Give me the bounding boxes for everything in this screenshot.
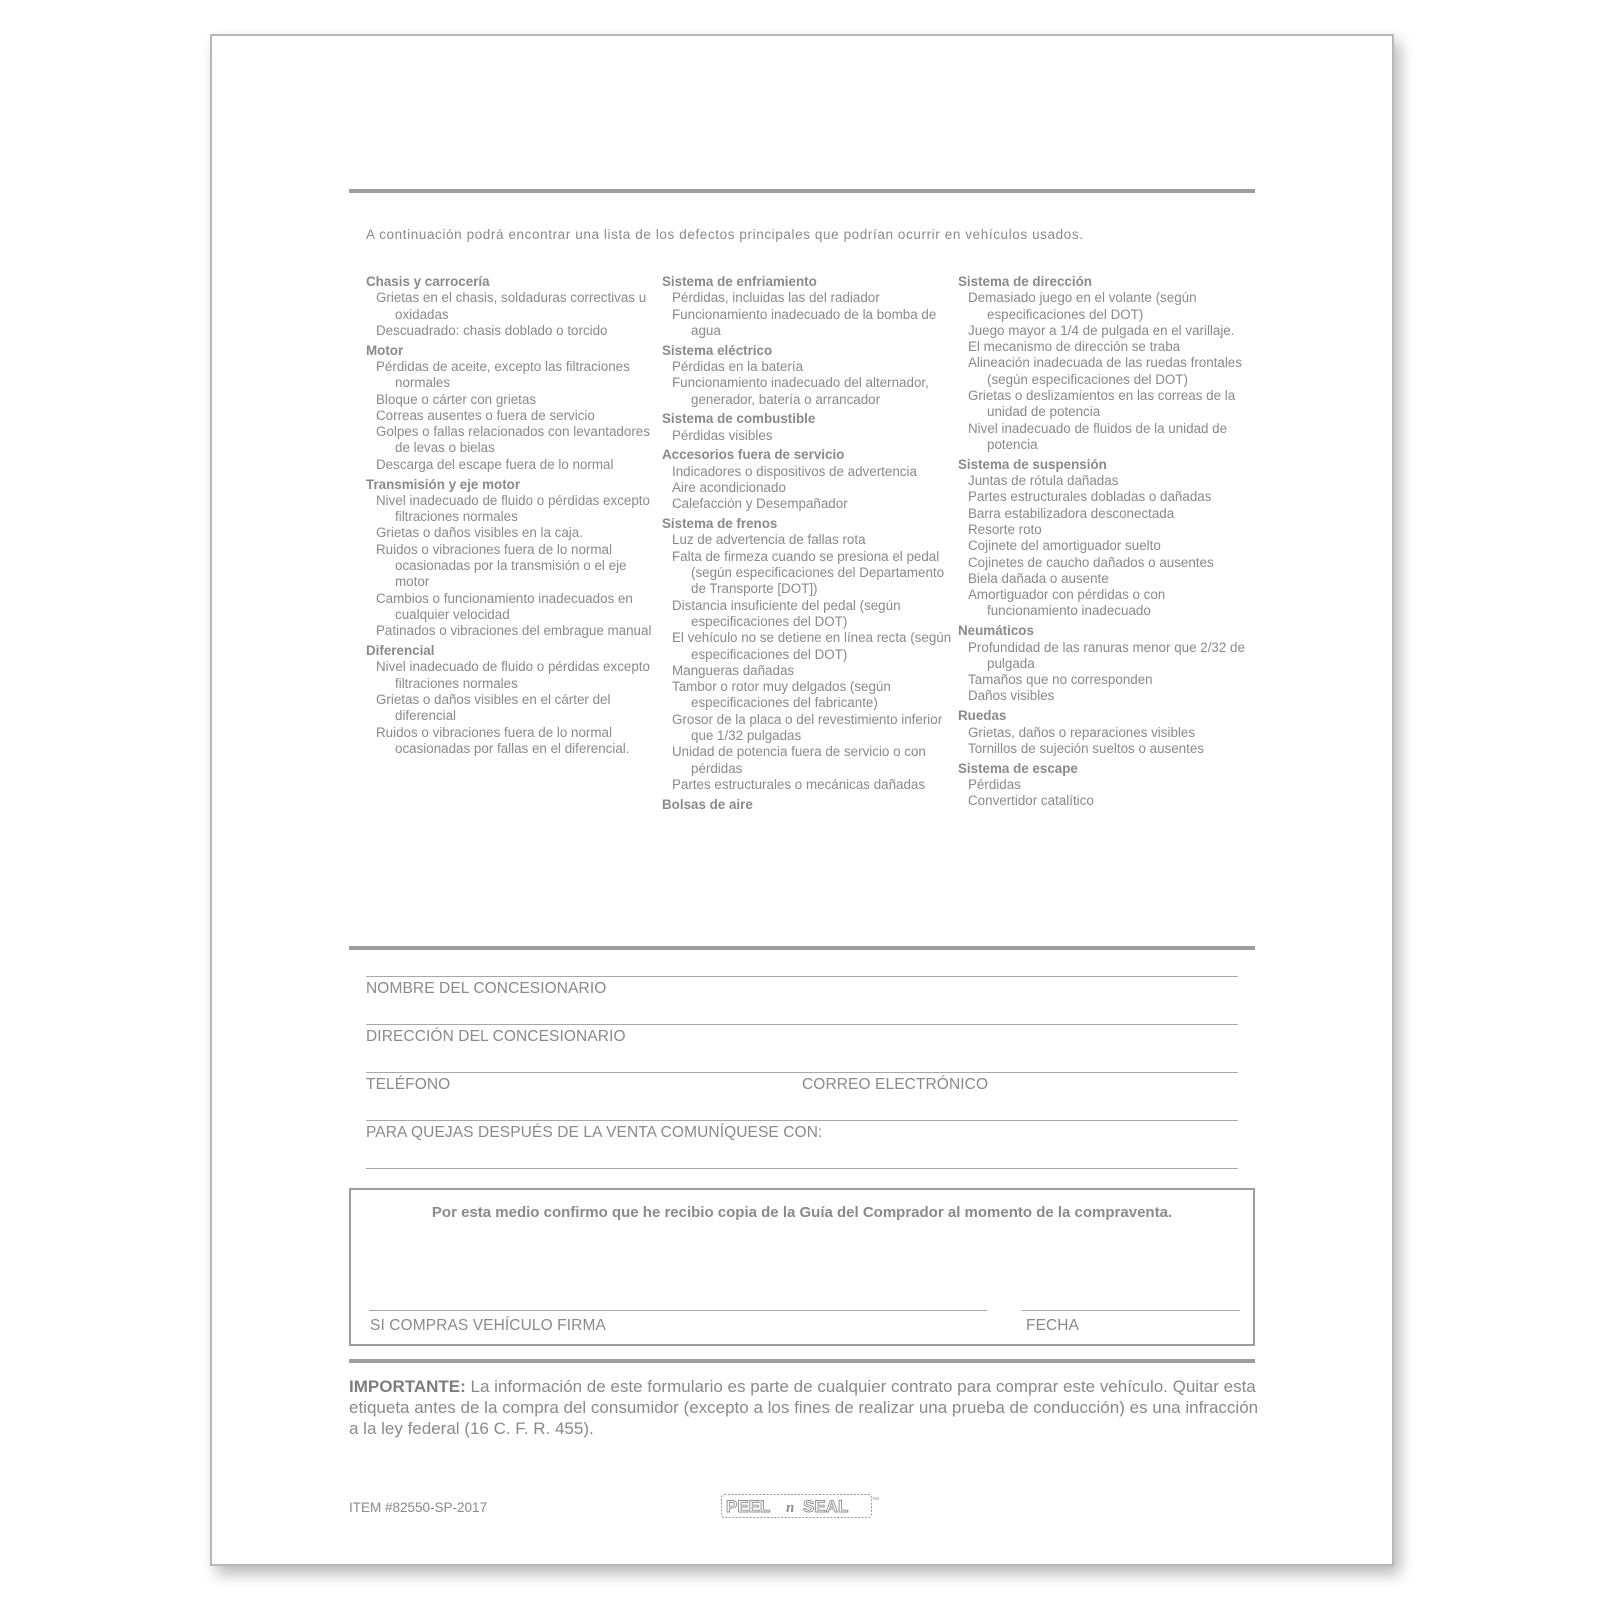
defect-group-heading: Transmisión y eje motor xyxy=(366,476,521,492)
defect-item: Profundidad de las ranuras menor que 2/32 de pulgada xyxy=(968,639,1245,671)
defect-item: Convertidor catalítico xyxy=(968,793,1094,809)
defect-group-heading: Accesorios fuera de servicio xyxy=(662,447,845,463)
defects-column-1 xyxy=(366,274,656,761)
defect-group-heading: Sistema de escape xyxy=(958,760,1078,776)
defect-item: Golpes o fallas relacionados con levantadores de levas o bielas xyxy=(376,424,650,456)
defect-group-heading: Sistema de enfriamiento xyxy=(662,274,817,289)
defect-group xyxy=(366,343,656,473)
defect-item: Bloque o cárter con grietas xyxy=(376,391,537,407)
defect-item: Biela dañada o ausente xyxy=(968,570,1109,586)
defects-column-2 xyxy=(662,274,952,817)
defect-item: Grietas en el chasis, soldaduras correctivas u oxidadas xyxy=(376,290,647,322)
defect-item: Juntas de rótula dañadas xyxy=(968,473,1119,489)
defect-item: Partes estructurales dobladas o dañadas xyxy=(968,489,1212,505)
defect-group-heading: Sistema de suspensión xyxy=(958,456,1107,472)
defect-group xyxy=(662,447,952,512)
logo-seal-text: SEAL xyxy=(803,1497,849,1516)
defect-group xyxy=(662,516,952,793)
date-label: FECHA xyxy=(1026,1317,1080,1334)
defect-group xyxy=(662,797,952,813)
defect-group xyxy=(366,274,656,339)
logo-tm-text: ™ xyxy=(872,1497,879,1504)
defect-group xyxy=(366,477,656,640)
defect-group-heading: Diferencial xyxy=(366,643,435,659)
dealer-address-label: DIRECCIÓN DEL CONCESIONARIO xyxy=(366,1028,626,1045)
defect-group xyxy=(958,457,1248,620)
defect-group-heading: Bolsas de aire xyxy=(662,796,753,812)
defect-item: Cambios o funcionamiento inadecuados en cualquier velocidad xyxy=(376,590,633,622)
complaints-label: PARA QUEJAS DESPUÉS DE LA VENTA COMUNÍQUESE CON: xyxy=(366,1124,823,1141)
important-text: La información de este formulario es parte de cualquier contrato para comprar este vehículo. Quitar esta etiqueta antes de la compra del consumidor (excepto a los fines de realizar una prueba de conducción) es una infracción a la ley federal (16 C. F. R. 455). xyxy=(349,1377,1259,1438)
defect-item: Correas ausentes o fuera de servicio xyxy=(376,407,595,423)
defect-item: Grosor de la placa o del revestimiento inferior que 1/32 pulgadas xyxy=(672,711,943,744)
defect-item: Funcionamiento inadecuado del alternador, generador, batería o arrancador xyxy=(672,375,929,407)
item-number: ITEM #82550-SP-2017 xyxy=(349,1500,488,1515)
dealer-name-label: NOMBRE DEL CONCESIONARIO xyxy=(366,980,607,997)
defect-item: Ruidos o vibraciones fuera de lo normal ocasionadas por la transmisión o el eje motor xyxy=(376,541,627,590)
defect-group xyxy=(958,274,1248,453)
defect-item: Aire acondicionado xyxy=(672,480,786,496)
defect-group xyxy=(366,643,656,757)
dealer-name-line[interactable] xyxy=(366,976,1238,977)
phone-email-line[interactable] xyxy=(366,1072,1238,1073)
defect-group xyxy=(662,343,952,408)
middle-divider xyxy=(349,946,1255,950)
defect-item: Cojinete del amortiguador suelto xyxy=(968,538,1161,554)
defect-group xyxy=(958,708,1248,757)
defect-item: Demasiado juego en el volante (según especificaciones del DOT) xyxy=(968,290,1197,322)
complaints-line[interactable] xyxy=(366,1120,1238,1121)
defect-group-heading: Neumáticos xyxy=(958,623,1034,639)
confirmation-text: Por esta medio confirmo que he recibio copia de la Guía del Comprador al momento de la compraventa. xyxy=(431,1204,1173,1221)
defect-item: Pérdidas de aceite, excepto las filtraciones normales xyxy=(376,358,630,391)
defect-group-heading: Ruedas xyxy=(958,708,1007,724)
logo-n-text: n xyxy=(786,1500,795,1516)
peel-n-seal-logo xyxy=(720,1493,884,1519)
defect-group xyxy=(662,274,952,339)
defect-item: Funcionamiento inadecuado de la bomba de agua xyxy=(672,306,937,338)
defect-item: El mecanismo de dirección se traba xyxy=(968,339,1181,355)
defect-item: Pérdidas visibles xyxy=(672,427,773,443)
defect-item: Calefacción y Desempañador xyxy=(672,496,848,512)
defect-item: Cojinetes de caucho dañados o ausentes xyxy=(968,554,1214,570)
defect-item: Patinados o vibraciones del embrague manual xyxy=(376,623,652,639)
defect-item: Daños visibles xyxy=(968,688,1055,704)
defect-item: El vehículo no se detiene en línea recta (según especificaciones del DOT) xyxy=(672,630,952,662)
defect-item: Ruidos o vibraciones fuera de lo normal ocasionadas por fallas en el diferencial. xyxy=(376,724,630,756)
defect-item: Pérdidas, incluidas las del radiador xyxy=(672,290,880,306)
defect-item: Grietas, daños o reparaciones visibles xyxy=(968,724,1196,740)
defect-item: Juego mayor a 1/4 de pulgada en el varillaje. xyxy=(968,322,1235,338)
defect-group-heading: Motor xyxy=(366,342,404,358)
defect-group-heading: Sistema de dirección xyxy=(958,274,1092,289)
intro-text: A continuación podrá encontrar una lista de los defectos principales que podrían ocurrir en vehículos usados. xyxy=(366,227,1084,242)
defect-item: Distancia insuficiente del pedal (según especificaciones del DOT) xyxy=(672,597,901,629)
defect-item: Mangueras dañadas xyxy=(672,662,795,678)
defect-item: Partes estructurales o mecánicas dañadas xyxy=(672,776,926,792)
defect-item: Nivel inadecuado de fluido o pérdidas excepto filtraciones normales xyxy=(376,659,650,691)
buyer-confirmation-box xyxy=(349,1188,1255,1346)
defect-item: Grietas o deslizamientos en las correas de la unidad de potencia xyxy=(968,388,1236,420)
defect-item: Tornillos de sujeción sueltos o ausentes xyxy=(968,740,1204,756)
dealer-address-line[interactable] xyxy=(366,1024,1238,1025)
defect-item: Falta de firmeza cuando se presiona el pedal (según especificaciones del Departamento de Transporte [DOT]) xyxy=(672,548,945,597)
defect-item: Pérdidas en la batería xyxy=(672,358,804,374)
signature-line[interactable] xyxy=(369,1310,987,1311)
defect-item: Alineación inadecuada de las ruedas frontales (según especificaciones del DOT) xyxy=(968,355,1242,387)
defect-item: Descuadrado: chasis doblado o torcido xyxy=(376,322,608,338)
defect-item: Nivel inadecuado de fluidos de la unidad de potencia xyxy=(968,420,1228,452)
defect-group-heading: Chasis y carrocería xyxy=(366,274,490,289)
defect-group-heading: Sistema de frenos xyxy=(662,516,778,532)
defect-group-heading: Sistema de combustible xyxy=(662,411,816,427)
defect-item: Descarga del escape fuera de lo normal xyxy=(376,456,614,472)
defect-group-heading: Sistema eléctrico xyxy=(662,342,773,358)
phone-label: TELÉFONO xyxy=(366,1076,451,1093)
defect-item: Unidad de potencia fuera de servicio o con pérdidas xyxy=(672,744,926,776)
top-divider xyxy=(349,189,1255,193)
defect-group xyxy=(662,411,952,444)
important-label: IMPORTANTE: xyxy=(349,1377,466,1396)
defect-item: Grietas o daños visibles en el cárter del diferencial xyxy=(376,691,611,724)
defect-item: Grietas o daños visibles en la caja. xyxy=(376,525,583,541)
defect-group xyxy=(958,761,1248,810)
defect-item: Resorte roto xyxy=(968,521,1042,537)
date-line[interactable] xyxy=(1022,1310,1240,1311)
defect-item: Tamaños que no corresponden xyxy=(968,672,1153,688)
bottom-divider xyxy=(349,1359,1255,1363)
defect-item: Amortiguador con pérdidas o con funcionamiento inadecuado xyxy=(968,587,1166,619)
email-label: CORREO ELECTRÓNICO xyxy=(802,1076,989,1093)
defect-item: Barra estabilizadora desconectada xyxy=(968,505,1175,521)
defects-column-3 xyxy=(958,274,1248,813)
defect-item: Indicadores o dispositivos de advertencia xyxy=(672,463,917,479)
defect-item: Nivel inadecuado de fluido o pérdidas excepto filtraciones normales xyxy=(376,492,650,525)
important-notice xyxy=(349,1376,1269,1439)
defect-item: Luz de advertencia de fallas rota xyxy=(672,532,866,548)
signature-label: SI COMPRAS VEHÍCULO FIRMA xyxy=(370,1317,606,1334)
defect-group xyxy=(958,623,1248,704)
logo-peel-text: PEEL xyxy=(726,1497,771,1516)
defect-item: Tambor o rotor muy delgados (según especificaciones del fabricante) xyxy=(672,679,891,711)
defect-item: Pérdidas xyxy=(968,776,1021,792)
complaints-contact-line[interactable] xyxy=(366,1168,1238,1169)
